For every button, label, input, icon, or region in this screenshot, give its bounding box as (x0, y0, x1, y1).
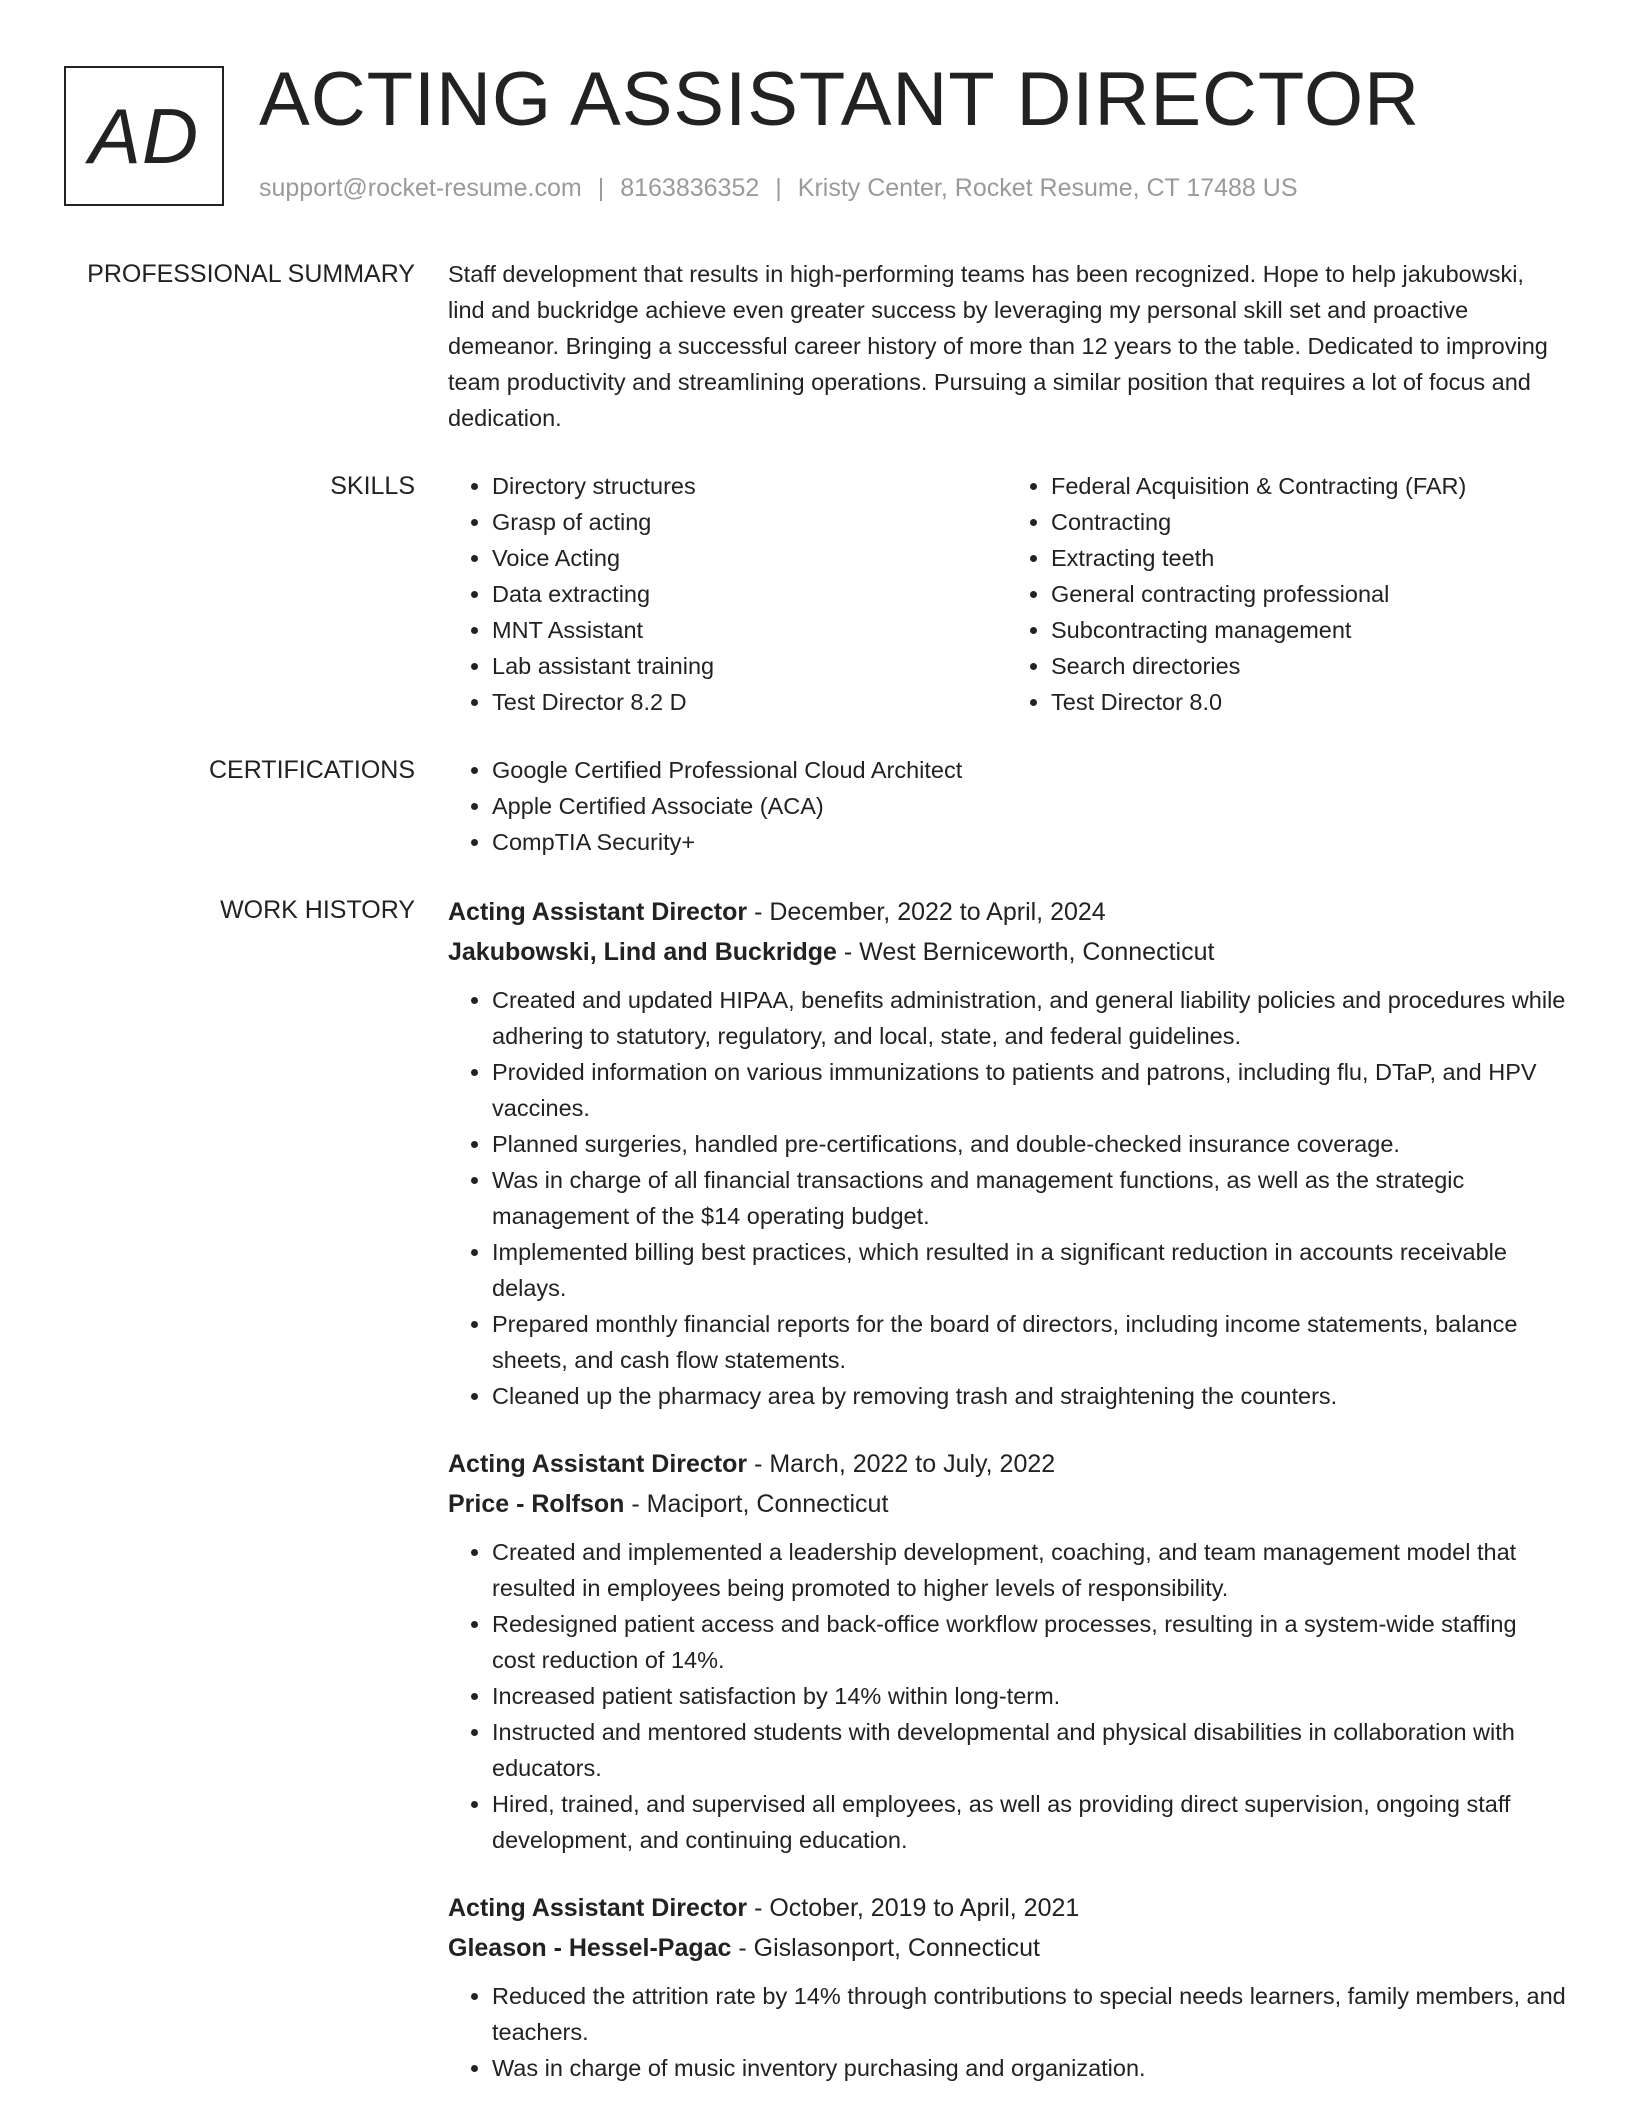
contact-address: Kristy Center, Rocket Resume, CT 17488 US (797, 174, 1298, 202)
skill-item: • Voice Acting (492, 540, 1007, 576)
job-bullet: • Provided information on various immunizations to patients and patrons, including flu, DTaP, and HPV vaccines. (492, 1054, 1566, 1126)
job-entry (448, 1888, 1566, 2086)
job-bullet: • Was in charge of music inventory purchasing and organization. (492, 2050, 1566, 2086)
contact-separator: | (597, 174, 605, 202)
section-label: WORK HISTORY (220, 896, 415, 924)
skill-item: • Contracting (1051, 504, 1566, 540)
skill-item: • Federal Acquisition & Contracting (FAR) (1051, 468, 1566, 504)
summary-text: Staff development that results in high-performing teams has been recognized. Hope to help jakubowski, lind and buckridge achieve even greater success by leveraging my personal skill set and proactive demeanor. Bringing a successful career history of more than 12 years to the table. Dedicated to improving team productivity and streamlining operations. Pursuing a similar position that requires a lot of focus and dedication. (448, 261, 1548, 431)
contact-separator: | (775, 174, 782, 202)
section-label: PROFESSIONAL SUMMARY (87, 260, 415, 288)
skill-item: • Search directories (1051, 648, 1566, 684)
job-location: - Gislasonport, Connecticut (731, 1934, 1040, 1962)
section-work-history (0, 892, 1632, 2086)
job-dates: - March, 2022 to July, 2022 (747, 1450, 1056, 1478)
skill-item: • Grasp of acting (492, 504, 1007, 540)
certifications-list (448, 752, 1566, 860)
job-bullet: • Created and updated HIPAA, benefits administration, and general liability policies and procedures while adhering to statutory, regulatory, and local, state, and federal guidelines. (492, 982, 1566, 1054)
skill-item: • General contracting professional (1051, 576, 1566, 612)
job-bullet: • Hired, trained, and supervised all employees, as well as providing direct supervision, ongoing staff development, and continuing education. (492, 1786, 1566, 1858)
skills-list-right (1007, 468, 1566, 720)
certification-item: • Google Certified Professional Cloud Architect (492, 752, 1566, 788)
section-certifications (0, 752, 1632, 860)
skill-item: • MNT Assistant (492, 612, 1007, 648)
section-body (448, 752, 1566, 860)
job-role: Acting Assistant Director (448, 1894, 748, 1922)
resume-body (0, 256, 1632, 2118)
skills-list-left (448, 468, 1007, 720)
job-bullet: • Instructed and mentored students with developmental and physical disabilities in collaboration with educators. (492, 1714, 1566, 1786)
skill-item: • Test Director 8.0 (1051, 684, 1566, 720)
job-bullet: • Planned surgeries, handled pre-certifications, and double-checked insurance coverage. (492, 1126, 1566, 1162)
skill-item: • Extracting teeth (1051, 540, 1566, 576)
section-skills (0, 468, 1632, 720)
contact-email[interactable]: support@rocket-resume.com (259, 174, 582, 202)
job-dates: - October, 2019 to April, 2021 (747, 1894, 1080, 1922)
job-company-line (448, 932, 1566, 972)
job-role-line (448, 892, 1566, 932)
skill-item: • Subcontracting management (1051, 612, 1566, 648)
job-location: - Maciport, Connecticut (624, 1490, 889, 1518)
job-location: - West Berniceworth, Connecticut (836, 938, 1215, 966)
skill-item: • Lab assistant training (492, 648, 1007, 684)
job-bullet: • Increased patient satisfaction by 14% within long-term. (492, 1678, 1566, 1714)
resume-header (0, 0, 1632, 230)
job-role-line (448, 1888, 1566, 1928)
job-bullets (448, 1978, 1566, 2086)
job-bullet: • Implemented billing best practices, which resulted in a significant reduction in accounts receivable delays. (492, 1234, 1566, 1306)
job-role-line (448, 1444, 1566, 1484)
skill-item: • Directory structures (492, 468, 1007, 504)
job-role: Acting Assistant Director (448, 1450, 748, 1478)
certification-item: • CompTIA Security+ (492, 824, 1566, 860)
job-bullet: • Prepared monthly financial reports for the board of directors, including income statements, balance sheets, and cash flow statements. (492, 1306, 1566, 1378)
section-body (448, 892, 1566, 2086)
monogram-badge: AD (64, 66, 224, 206)
skills-columns (448, 468, 1566, 720)
skill-item: • Data extracting (492, 576, 1007, 612)
job-company-line (448, 1484, 1566, 1524)
job-bullet: • Cleaned up the pharmacy area by removing trash and straightening the counters. (492, 1378, 1566, 1414)
section-professional-summary (0, 256, 1632, 436)
job-entry (448, 1444, 1566, 1858)
section-body (448, 468, 1566, 720)
page-title: ACTING ASSISTANT DIRECTOR (259, 57, 1420, 142)
skill-item: • Test Director 8.2 D (492, 684, 1007, 720)
job-bullet: • Created and implemented a leadership development, coaching, and team management model that resulted in employees being promoted to higher levels of responsibility. (492, 1534, 1566, 1606)
job-bullets (448, 982, 1566, 1414)
job-company: Price - Rolfson (448, 1490, 625, 1518)
job-dates: - December, 2022 to April, 2024 (747, 898, 1106, 926)
job-bullets (448, 1534, 1566, 1858)
job-company-line (448, 1928, 1566, 1968)
contact-line (259, 174, 1298, 203)
job-bullet: • Was in charge of all financial transactions and management functions, as well as the strategic management of the $14 operating budget. (492, 1162, 1566, 1234)
contact-phone[interactable]: 8163836352 (620, 174, 760, 202)
job-bullet: • Redesigned patient access and back-office workflow processes, resulting in a system-wide staffing cost reduction of 14%. (492, 1606, 1566, 1678)
job-company: Gleason - Hessel-Pagac (448, 1934, 732, 1962)
job-entry (448, 892, 1566, 1414)
section-label: SKILLS (330, 472, 415, 500)
section-body (448, 256, 1566, 436)
job-company: Jakubowski, Lind and Buckridge (448, 938, 837, 966)
section-label: CERTIFICATIONS (208, 756, 415, 784)
job-role: Acting Assistant Director (448, 898, 748, 926)
job-bullet: • Reduced the attrition rate by 14% through contributions to special needs learners, family members, and teachers. (492, 1978, 1566, 2050)
certification-item: • Apple Certified Associate (ACA) (492, 788, 1566, 824)
